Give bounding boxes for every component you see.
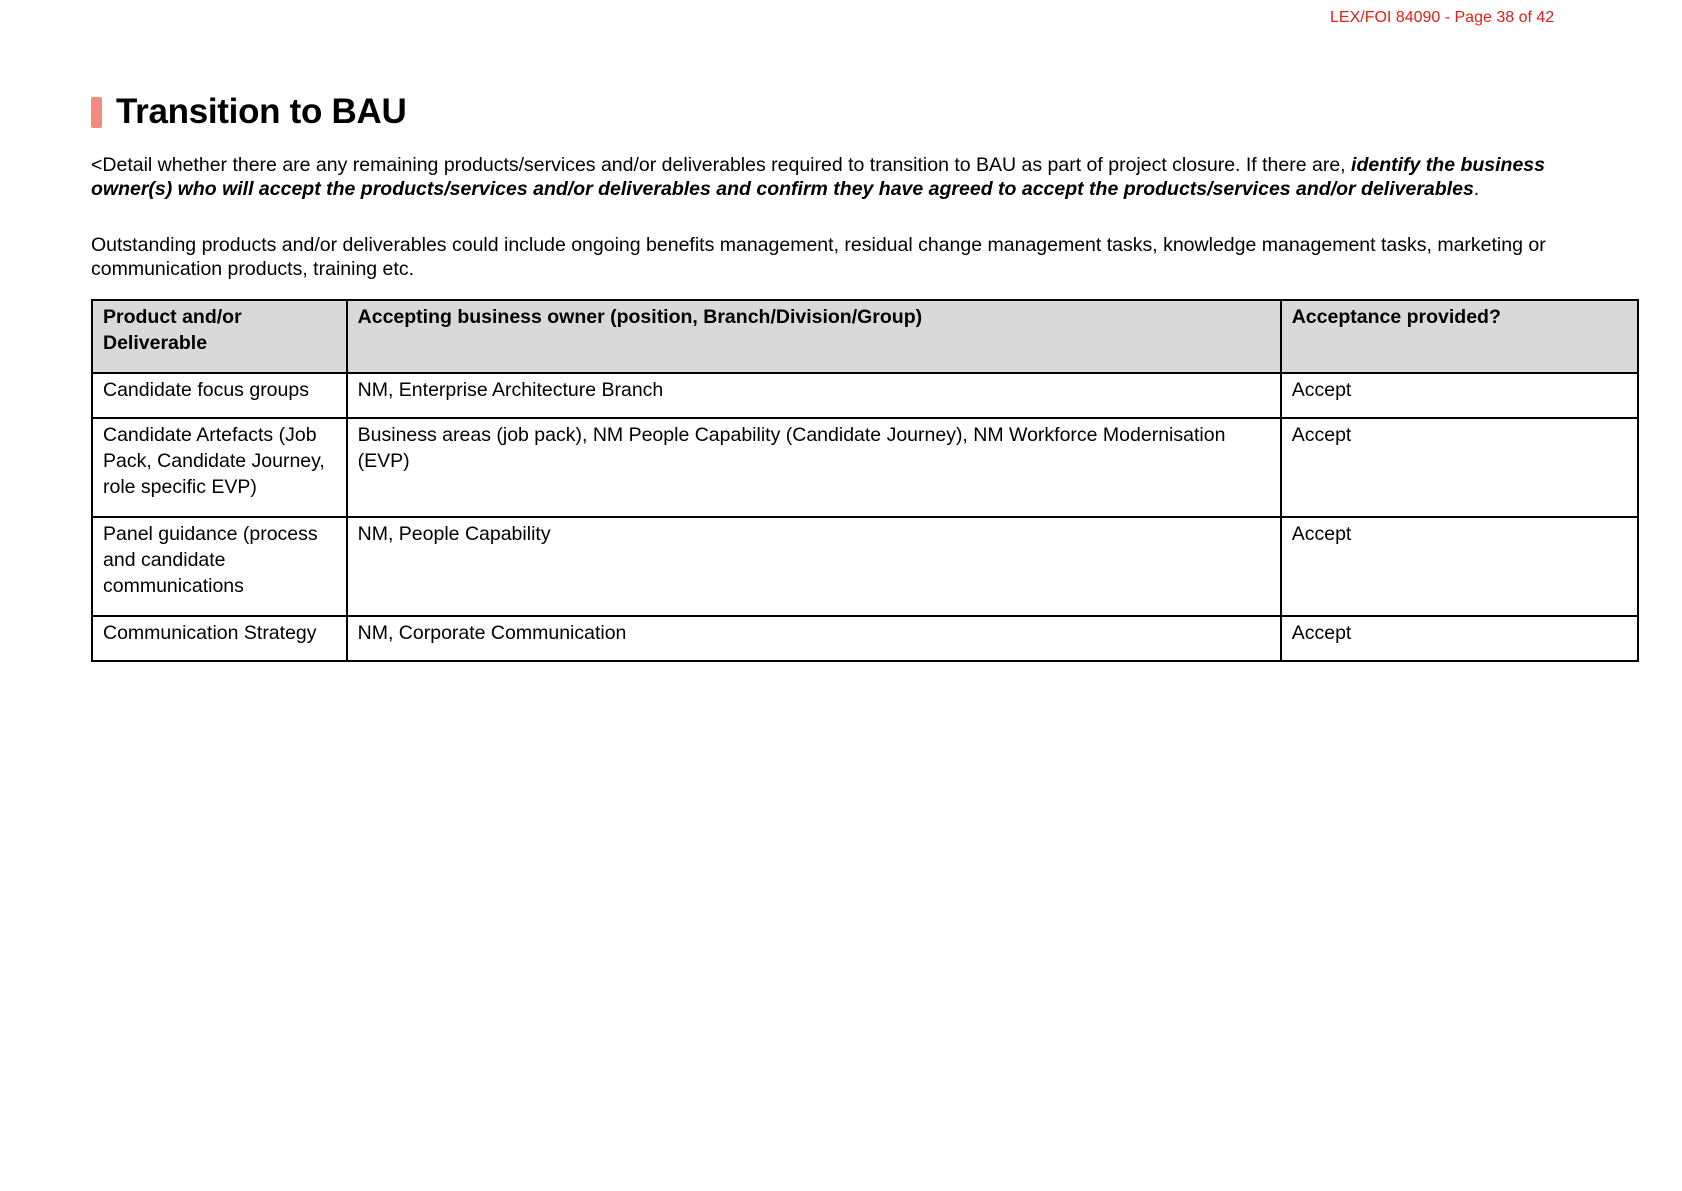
- transition-table: [91, 299, 1639, 662]
- note-paragraph: Outstanding products and/or deliverables could include ongoing benefits management, residual change management tasks, knowledge management tasks, marketing or communication products, training etc.: [91, 234, 1546, 280]
- intro-text-start: <Detail whether there are any remaining products/services and/or deliverables required to transition to BAU as part of project closure. If there are,: [91, 154, 1352, 176]
- table-header-row: [92, 300, 1638, 373]
- header-product: Product and/or Deliverable: [92, 300, 347, 373]
- header-acceptance: Acceptance provided?: [1281, 300, 1638, 373]
- table-row: [92, 616, 1638, 661]
- cell-owner: NM, Corporate Communication: [347, 616, 1281, 661]
- intro-paragraph: [91, 153, 1631, 201]
- cell-product: Communication Strategy: [92, 616, 347, 661]
- cell-acceptance: Accept: [1281, 373, 1638, 418]
- cell-product: Candidate focus groups: [92, 373, 347, 418]
- cell-owner: NM, Enterprise Architecture Branch: [347, 373, 1281, 418]
- header-owner: Accepting business owner (position, Branch/Division/Group): [347, 300, 1281, 373]
- intro-emphasis: identify the business owner(s) who will accept the products/services and/or deliverables and confirm they have agreed to accept the products/services and/or deliverables: [91, 154, 1545, 200]
- table-row: [92, 418, 1638, 517]
- page-reference: LEX/FOI 84090 - Page 38 of 42: [1330, 9, 1555, 26]
- cell-product: Panel guidance (process and candidate communications: [92, 517, 347, 616]
- table-row: [92, 517, 1638, 616]
- cell-acceptance: Accept: [1281, 517, 1638, 616]
- cell-acceptance: Accept: [1281, 418, 1638, 517]
- cell-owner: Business areas (job pack), NM People Capability (Candidate Journey), NM Workforce Modernisation (EVP): [347, 418, 1281, 517]
- cell-owner: NM, People Capability: [347, 517, 1281, 616]
- table-row: [92, 373, 1638, 418]
- intro-text-end: .: [1473, 178, 1480, 200]
- cell-acceptance: Accept: [1281, 616, 1638, 661]
- page-title: Transition to BAU: [116, 92, 407, 131]
- cell-product: Candidate Artefacts (Job Pack, Candidate Journey, role specific EVP): [92, 418, 347, 517]
- section-heading: [91, 92, 406, 132]
- heading-accent-bar: [91, 97, 102, 128]
